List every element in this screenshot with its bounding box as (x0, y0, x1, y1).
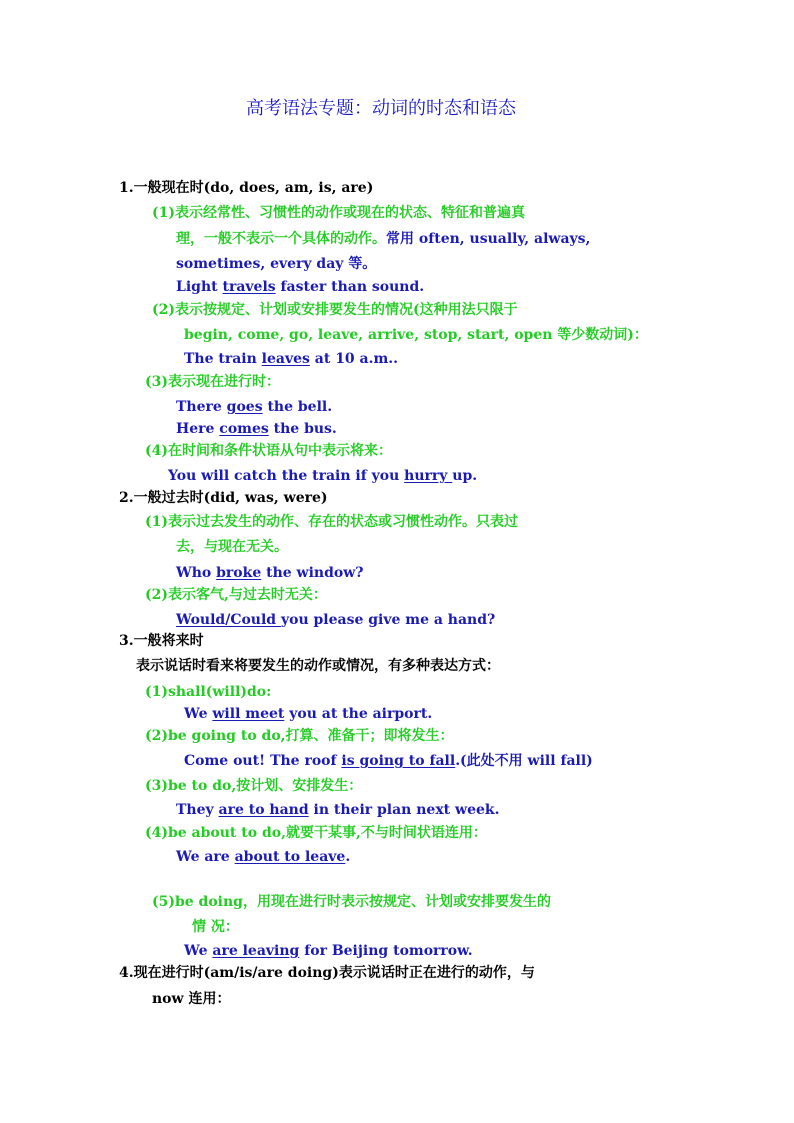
rule-text: 情 况： (192, 919, 239, 935)
example-sentence: Here comes the bus. (176, 421, 337, 437)
rule-text: 去，与现在无关。 (176, 539, 288, 555)
section-heading-4: 4.现在进行时(am/is/are doing)表示说话时正在进行的动作，与 (119, 965, 535, 981)
rule-text: (1)表示经常性、习惯性的动作或现在的状态、特征和普遍真 (152, 205, 525, 221)
example-sentence: There goes the bell. (176, 399, 333, 415)
example-sentence: Light travels faster than sound. (176, 279, 425, 295)
section-heading-1: 1.一般现在时(do, does, am, is, are) (119, 180, 374, 196)
page-title: 高考语法专题：动词的时态和语态 (246, 98, 516, 119)
section-heading-3: 3.一般将来时 (119, 633, 204, 649)
rule-text: (1)shall(will)do: (145, 684, 272, 700)
example-sentence: You will catch the train if you hurry up. (168, 468, 478, 484)
rule-text: (3)表示现在进行时： (145, 374, 280, 390)
example-sentence: Would/Could you please give me a hand? (176, 612, 496, 628)
rule-text: sometimes, every day 等。 (176, 256, 377, 272)
rule-text: (1)表示过去发生的动作、存在的状态或习惯性动作。只表过 (145, 514, 518, 530)
rule-text: (4)be about to do,就要干某事,不与时间状语连用： (145, 825, 487, 841)
example-sentence: Come out! The roof is going to fall.(此处不用 will fall) (184, 753, 593, 769)
rule-text: (4)在时间和条件状语从句中表示将来： (145, 443, 392, 459)
rule-text: 表示说话时看来将要发生的动作或情况，有多种表达方式： (136, 658, 500, 674)
example-sentence: We are leaving for Beijing tomorrow. (184, 943, 473, 959)
section-heading-2: 2.一般过去时(did, was, were) (119, 490, 328, 506)
rule-text: now 连用： (152, 991, 231, 1007)
rule-text: 理，一般不表示一个具体的动作。常用 often, usually, always, (176, 231, 591, 247)
rule-text: (3)be to do,按计划、安排发生： (145, 778, 363, 794)
rule-text: (5)be doing，用现在进行时表示按规定、计划或安排要发生的 (152, 894, 551, 910)
example-sentence: They are to hand in their plan next week. (176, 802, 500, 818)
example-sentence: We are about to leave. (176, 849, 351, 865)
rule-text: begin, come, go, leave, arrive, stop, start, open 等少数动词)： (184, 327, 648, 343)
rule-text: (2)表示按规定、计划或安排要发生的情况(这种用法只限于 (152, 302, 518, 318)
example-sentence: Who broke the window? (176, 565, 364, 581)
example-sentence: We will meet you at the airport. (184, 706, 433, 722)
example-sentence: The train leaves at 10 a.m.. (184, 351, 399, 367)
rule-text: (2)be going to do,打算、准备干；即将发生： (145, 728, 454, 744)
rule-text: (2)表示客气,与过去时无关： (145, 587, 327, 603)
